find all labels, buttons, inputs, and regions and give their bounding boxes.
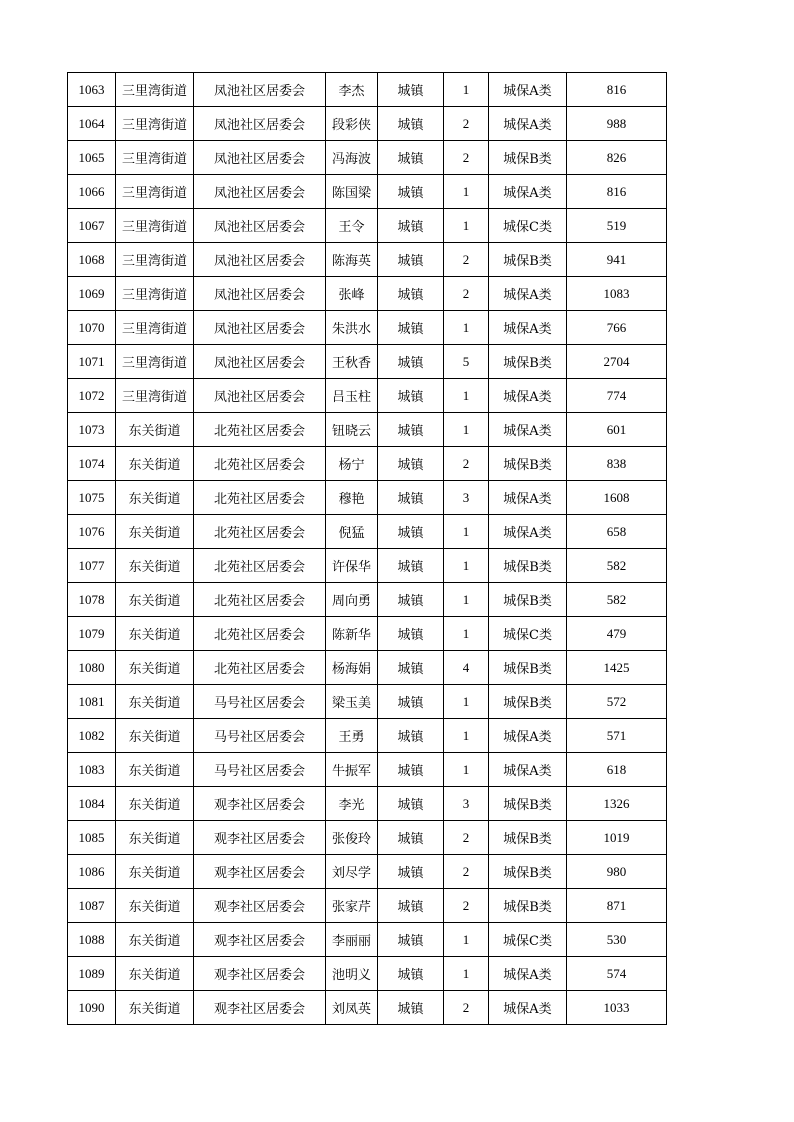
household-count-cell: 2 xyxy=(444,277,489,311)
name-cell: 张峰 xyxy=(326,277,378,311)
community-cell: 凤池社区居委会 xyxy=(194,243,326,277)
name-cell: 王秋香 xyxy=(326,345,378,379)
amount-cell: 572 xyxy=(567,685,667,719)
community-cell: 北苑社区居委会 xyxy=(194,583,326,617)
street-cell: 东关街道 xyxy=(116,617,194,651)
street-cell: 三里湾街道 xyxy=(116,107,194,141)
street-cell: 三里湾街道 xyxy=(116,243,194,277)
household-count-cell: 3 xyxy=(444,481,489,515)
category-cell: 城保A类 xyxy=(489,719,567,753)
street-cell: 三里湾街道 xyxy=(116,73,194,107)
community-cell: 北苑社区居委会 xyxy=(194,651,326,685)
household-count-cell: 1 xyxy=(444,957,489,991)
street-cell: 东关街道 xyxy=(116,413,194,447)
category-cell: 城保A类 xyxy=(489,107,567,141)
community-cell: 北苑社区居委会 xyxy=(194,413,326,447)
category-cell: 城保A类 xyxy=(489,73,567,107)
table-row xyxy=(68,243,667,277)
amount-cell: 941 xyxy=(567,243,667,277)
category-cell: 城保C类 xyxy=(489,617,567,651)
street-cell: 三里湾街道 xyxy=(116,379,194,413)
row-id-cell: 1070 xyxy=(68,311,116,345)
street-cell: 东关街道 xyxy=(116,447,194,481)
area-type-cell: 城镇 xyxy=(378,413,444,447)
community-cell: 北苑社区居委会 xyxy=(194,617,326,651)
table-row xyxy=(68,175,667,209)
amount-cell: 871 xyxy=(567,889,667,923)
name-cell: 倪猛 xyxy=(326,515,378,549)
table-row xyxy=(68,957,667,991)
community-cell: 凤池社区居委会 xyxy=(194,209,326,243)
street-cell: 东关街道 xyxy=(116,821,194,855)
household-count-cell: 5 xyxy=(444,345,489,379)
amount-cell: 571 xyxy=(567,719,667,753)
amount-cell: 658 xyxy=(567,515,667,549)
row-id-cell: 1090 xyxy=(68,991,116,1025)
community-cell: 北苑社区居委会 xyxy=(194,549,326,583)
name-cell: 池明义 xyxy=(326,957,378,991)
name-cell: 牛振军 xyxy=(326,753,378,787)
household-count-cell: 4 xyxy=(444,651,489,685)
category-cell: 城保B类 xyxy=(489,855,567,889)
table-row xyxy=(68,277,667,311)
name-cell: 穆艳 xyxy=(326,481,378,515)
household-count-cell: 2 xyxy=(444,889,489,923)
table-row xyxy=(68,447,667,481)
area-type-cell: 城镇 xyxy=(378,243,444,277)
row-id-cell: 1081 xyxy=(68,685,116,719)
area-type-cell: 城镇 xyxy=(378,175,444,209)
household-count-cell: 2 xyxy=(444,991,489,1025)
amount-cell: 530 xyxy=(567,923,667,957)
area-type-cell: 城镇 xyxy=(378,447,444,481)
area-type-cell: 城镇 xyxy=(378,209,444,243)
community-cell: 北苑社区居委会 xyxy=(194,447,326,481)
community-cell: 观李社区居委会 xyxy=(194,923,326,957)
household-count-cell: 2 xyxy=(444,243,489,277)
table-row xyxy=(68,787,667,821)
household-count-cell: 1 xyxy=(444,923,489,957)
category-cell: 城保B类 xyxy=(489,583,567,617)
name-cell: 刘凤英 xyxy=(326,991,378,1025)
area-type-cell: 城镇 xyxy=(378,277,444,311)
table-row xyxy=(68,379,667,413)
area-type-cell: 城镇 xyxy=(378,651,444,685)
household-count-cell: 1 xyxy=(444,719,489,753)
row-id-cell: 1068 xyxy=(68,243,116,277)
amount-cell: 988 xyxy=(567,107,667,141)
name-cell: 钮晓云 xyxy=(326,413,378,447)
amount-cell: 582 xyxy=(567,583,667,617)
amount-cell: 816 xyxy=(567,175,667,209)
household-count-cell: 1 xyxy=(444,175,489,209)
area-type-cell: 城镇 xyxy=(378,481,444,515)
name-cell: 吕玉柱 xyxy=(326,379,378,413)
table-row xyxy=(68,209,667,243)
category-cell: 城保A类 xyxy=(489,957,567,991)
table-row xyxy=(68,481,667,515)
name-cell: 刘尽学 xyxy=(326,855,378,889)
name-cell: 陈新华 xyxy=(326,617,378,651)
category-cell: 城保B类 xyxy=(489,651,567,685)
row-id-cell: 1063 xyxy=(68,73,116,107)
name-cell: 张家芹 xyxy=(326,889,378,923)
row-id-cell: 1086 xyxy=(68,855,116,889)
table-row xyxy=(68,413,667,447)
community-cell: 凤池社区居委会 xyxy=(194,277,326,311)
household-count-cell: 1 xyxy=(444,379,489,413)
table-row xyxy=(68,141,667,175)
table-row xyxy=(68,107,667,141)
row-id-cell: 1067 xyxy=(68,209,116,243)
category-cell: 城保A类 xyxy=(489,277,567,311)
row-id-cell: 1073 xyxy=(68,413,116,447)
name-cell: 朱洪水 xyxy=(326,311,378,345)
row-id-cell: 1085 xyxy=(68,821,116,855)
row-id-cell: 1077 xyxy=(68,549,116,583)
name-cell: 陈国梁 xyxy=(326,175,378,209)
table-row xyxy=(68,685,667,719)
amount-cell: 1033 xyxy=(567,991,667,1025)
amount-cell: 1608 xyxy=(567,481,667,515)
community-cell: 观李社区居委会 xyxy=(194,957,326,991)
community-cell: 马号社区居委会 xyxy=(194,719,326,753)
household-count-cell: 1 xyxy=(444,209,489,243)
category-cell: 城保A类 xyxy=(489,413,567,447)
name-cell: 王勇 xyxy=(326,719,378,753)
table-row xyxy=(68,821,667,855)
category-cell: 城保B类 xyxy=(489,889,567,923)
community-cell: 马号社区居委会 xyxy=(194,685,326,719)
category-cell: 城保A类 xyxy=(489,379,567,413)
table-row xyxy=(68,617,667,651)
amount-cell: 479 xyxy=(567,617,667,651)
row-id-cell: 1079 xyxy=(68,617,116,651)
row-id-cell: 1083 xyxy=(68,753,116,787)
amount-cell: 774 xyxy=(567,379,667,413)
area-type-cell: 城镇 xyxy=(378,753,444,787)
area-type-cell: 城镇 xyxy=(378,923,444,957)
row-id-cell: 1078 xyxy=(68,583,116,617)
table-row xyxy=(68,753,667,787)
name-cell: 段彩侠 xyxy=(326,107,378,141)
name-cell: 李杰 xyxy=(326,73,378,107)
community-cell: 凤池社区居委会 xyxy=(194,141,326,175)
household-count-cell: 3 xyxy=(444,787,489,821)
category-cell: 城保A类 xyxy=(489,481,567,515)
table-row xyxy=(68,991,667,1025)
community-cell: 观李社区居委会 xyxy=(194,787,326,821)
community-cell: 凤池社区居委会 xyxy=(194,73,326,107)
row-id-cell: 1089 xyxy=(68,957,116,991)
name-cell: 冯海波 xyxy=(326,141,378,175)
row-id-cell: 1066 xyxy=(68,175,116,209)
name-cell: 张俊玲 xyxy=(326,821,378,855)
category-cell: 城保A类 xyxy=(489,515,567,549)
name-cell: 陈海英 xyxy=(326,243,378,277)
street-cell: 东关街道 xyxy=(116,753,194,787)
community-cell: 观李社区居委会 xyxy=(194,855,326,889)
amount-cell: 601 xyxy=(567,413,667,447)
amount-cell: 1019 xyxy=(567,821,667,855)
name-cell: 杨宁 xyxy=(326,447,378,481)
table-row xyxy=(68,855,667,889)
street-cell: 东关街道 xyxy=(116,923,194,957)
community-cell: 凤池社区居委会 xyxy=(194,311,326,345)
street-cell: 东关街道 xyxy=(116,787,194,821)
amount-cell: 582 xyxy=(567,549,667,583)
row-id-cell: 1076 xyxy=(68,515,116,549)
household-count-cell: 1 xyxy=(444,583,489,617)
row-id-cell: 1084 xyxy=(68,787,116,821)
household-count-cell: 1 xyxy=(444,549,489,583)
amount-cell: 838 xyxy=(567,447,667,481)
table-row xyxy=(68,651,667,685)
area-type-cell: 城镇 xyxy=(378,617,444,651)
community-cell: 凤池社区居委会 xyxy=(194,107,326,141)
category-cell: 城保B类 xyxy=(489,549,567,583)
street-cell: 三里湾街道 xyxy=(116,175,194,209)
name-cell: 李光 xyxy=(326,787,378,821)
amount-cell: 816 xyxy=(567,73,667,107)
amount-cell: 826 xyxy=(567,141,667,175)
table-row xyxy=(68,923,667,957)
street-cell: 三里湾街道 xyxy=(116,209,194,243)
amount-cell: 519 xyxy=(567,209,667,243)
category-cell: 城保A类 xyxy=(489,311,567,345)
community-cell: 北苑社区居委会 xyxy=(194,481,326,515)
name-cell: 周向勇 xyxy=(326,583,378,617)
area-type-cell: 城镇 xyxy=(378,719,444,753)
street-cell: 东关街道 xyxy=(116,855,194,889)
household-count-cell: 2 xyxy=(444,141,489,175)
table-row xyxy=(68,549,667,583)
community-cell: 马号社区居委会 xyxy=(194,753,326,787)
table-row xyxy=(68,311,667,345)
row-id-cell: 1064 xyxy=(68,107,116,141)
street-cell: 三里湾街道 xyxy=(116,141,194,175)
community-cell: 凤池社区居委会 xyxy=(194,175,326,209)
area-type-cell: 城镇 xyxy=(378,685,444,719)
household-count-cell: 1 xyxy=(444,515,489,549)
area-type-cell: 城镇 xyxy=(378,73,444,107)
area-type-cell: 城镇 xyxy=(378,379,444,413)
area-type-cell: 城镇 xyxy=(378,549,444,583)
amount-cell: 980 xyxy=(567,855,667,889)
household-count-cell: 1 xyxy=(444,311,489,345)
row-id-cell: 1088 xyxy=(68,923,116,957)
street-cell: 三里湾街道 xyxy=(116,277,194,311)
street-cell: 东关街道 xyxy=(116,651,194,685)
area-type-cell: 城镇 xyxy=(378,957,444,991)
row-id-cell: 1065 xyxy=(68,141,116,175)
category-cell: 城保A类 xyxy=(489,991,567,1025)
household-count-cell: 2 xyxy=(444,447,489,481)
community-cell: 凤池社区居委会 xyxy=(194,345,326,379)
household-count-cell: 2 xyxy=(444,855,489,889)
household-count-cell: 1 xyxy=(444,73,489,107)
category-cell: 城保A类 xyxy=(489,753,567,787)
area-type-cell: 城镇 xyxy=(378,345,444,379)
table-row xyxy=(68,583,667,617)
category-cell: 城保B类 xyxy=(489,787,567,821)
category-cell: 城保B类 xyxy=(489,447,567,481)
household-count-cell: 1 xyxy=(444,413,489,447)
row-id-cell: 1082 xyxy=(68,719,116,753)
street-cell: 三里湾街道 xyxy=(116,311,194,345)
name-cell: 许保华 xyxy=(326,549,378,583)
street-cell: 东关街道 xyxy=(116,719,194,753)
area-type-cell: 城镇 xyxy=(378,583,444,617)
area-type-cell: 城镇 xyxy=(378,141,444,175)
area-type-cell: 城镇 xyxy=(378,855,444,889)
table-row xyxy=(68,889,667,923)
row-id-cell: 1080 xyxy=(68,651,116,685)
category-cell: 城保A类 xyxy=(489,175,567,209)
area-type-cell: 城镇 xyxy=(378,991,444,1025)
household-count-cell: 1 xyxy=(444,685,489,719)
community-cell: 凤池社区居委会 xyxy=(194,379,326,413)
amount-cell: 766 xyxy=(567,311,667,345)
category-cell: 城保B类 xyxy=(489,821,567,855)
table-row xyxy=(68,345,667,379)
beneficiary-table xyxy=(67,72,667,1025)
community-cell: 观李社区居委会 xyxy=(194,821,326,855)
area-type-cell: 城镇 xyxy=(378,515,444,549)
row-id-cell: 1072 xyxy=(68,379,116,413)
amount-cell: 2704 xyxy=(567,345,667,379)
table-row xyxy=(68,73,667,107)
street-cell: 东关街道 xyxy=(116,889,194,923)
name-cell: 李丽丽 xyxy=(326,923,378,957)
household-count-cell: 2 xyxy=(444,107,489,141)
street-cell: 东关街道 xyxy=(116,685,194,719)
table-row xyxy=(68,515,667,549)
category-cell: 城保B类 xyxy=(489,345,567,379)
amount-cell: 1083 xyxy=(567,277,667,311)
name-cell: 梁玉美 xyxy=(326,685,378,719)
community-cell: 观李社区居委会 xyxy=(194,889,326,923)
amount-cell: 574 xyxy=(567,957,667,991)
street-cell: 三里湾街道 xyxy=(116,345,194,379)
street-cell: 东关街道 xyxy=(116,991,194,1025)
area-type-cell: 城镇 xyxy=(378,821,444,855)
community-cell: 北苑社区居委会 xyxy=(194,515,326,549)
category-cell: 城保C类 xyxy=(489,923,567,957)
area-type-cell: 城镇 xyxy=(378,787,444,821)
household-count-cell: 1 xyxy=(444,753,489,787)
street-cell: 东关街道 xyxy=(116,481,194,515)
street-cell: 东关街道 xyxy=(116,957,194,991)
household-count-cell: 1 xyxy=(444,617,489,651)
household-count-cell: 2 xyxy=(444,821,489,855)
community-cell: 观李社区居委会 xyxy=(194,991,326,1025)
category-cell: 城保B类 xyxy=(489,243,567,277)
name-cell: 王令 xyxy=(326,209,378,243)
amount-cell: 1326 xyxy=(567,787,667,821)
category-cell: 城保B类 xyxy=(489,685,567,719)
street-cell: 东关街道 xyxy=(116,515,194,549)
area-type-cell: 城镇 xyxy=(378,107,444,141)
street-cell: 东关街道 xyxy=(116,583,194,617)
row-id-cell: 1069 xyxy=(68,277,116,311)
category-cell: 城保B类 xyxy=(489,141,567,175)
amount-cell: 1425 xyxy=(567,651,667,685)
area-type-cell: 城镇 xyxy=(378,889,444,923)
amount-cell: 618 xyxy=(567,753,667,787)
row-id-cell: 1087 xyxy=(68,889,116,923)
category-cell: 城保C类 xyxy=(489,209,567,243)
row-id-cell: 1071 xyxy=(68,345,116,379)
row-id-cell: 1075 xyxy=(68,481,116,515)
table-row xyxy=(68,719,667,753)
row-id-cell: 1074 xyxy=(68,447,116,481)
name-cell: 杨海娟 xyxy=(326,651,378,685)
area-type-cell: 城镇 xyxy=(378,311,444,345)
street-cell: 东关街道 xyxy=(116,549,194,583)
